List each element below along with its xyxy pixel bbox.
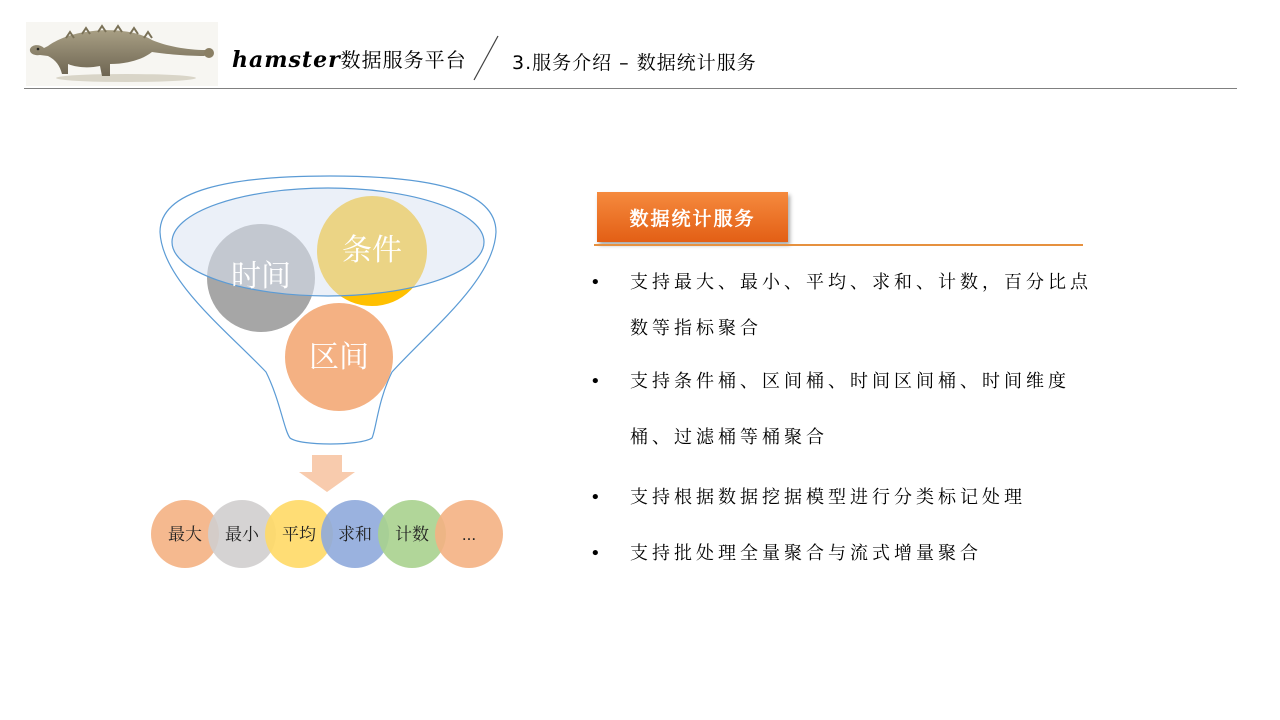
feature-text: 支持批处理全量聚合与流式增量聚合 [630,543,982,564]
bullet-dot: • [590,487,605,508]
agg-label-count: 计数 [395,525,429,544]
agg-label-max: 最大 [168,525,202,544]
section-underline [594,244,1083,246]
circle-condition-label: 条件 [342,234,402,267]
agg-label-more: ... [461,525,477,544]
circle-interval-label: 区间 [309,341,369,374]
feature-text: 支持条件桶、区间桶、时间区间桶、时间维度桶、过滤桶等桶聚合 [630,371,1070,448]
feature-text: 支持根据数据挖据模型进行分类标记处理 [630,487,1026,508]
feature-text: 支持最大、最小、平均、求和、计数，百分比点数等指标聚合 [630,272,1092,339]
section-tag: 数据统计服务 [597,192,788,242]
circle-time-label: 时间 [231,260,291,293]
brand-rest: 数据服务平台 [340,48,467,72]
feature-item [590,260,1110,352]
brand-italic: hamster [232,47,341,73]
agg-label-min: 最小 [225,525,259,544]
breadcrumb: 3.服务介绍 – 数据统计服务 [512,52,757,74]
funnel-rim [172,188,484,296]
down-arrow-icon [299,455,355,492]
feature-list [590,260,1110,582]
bullet-dot: • [590,371,605,392]
feature-item [590,526,1110,582]
agg-label-avg: 平均 [282,525,316,544]
bullet-dot: • [590,272,605,293]
feature-item [590,354,1110,466]
feature-item [590,470,1110,526]
bullet-dot: • [590,543,605,564]
agg-label-sum: 求和 [338,525,372,544]
